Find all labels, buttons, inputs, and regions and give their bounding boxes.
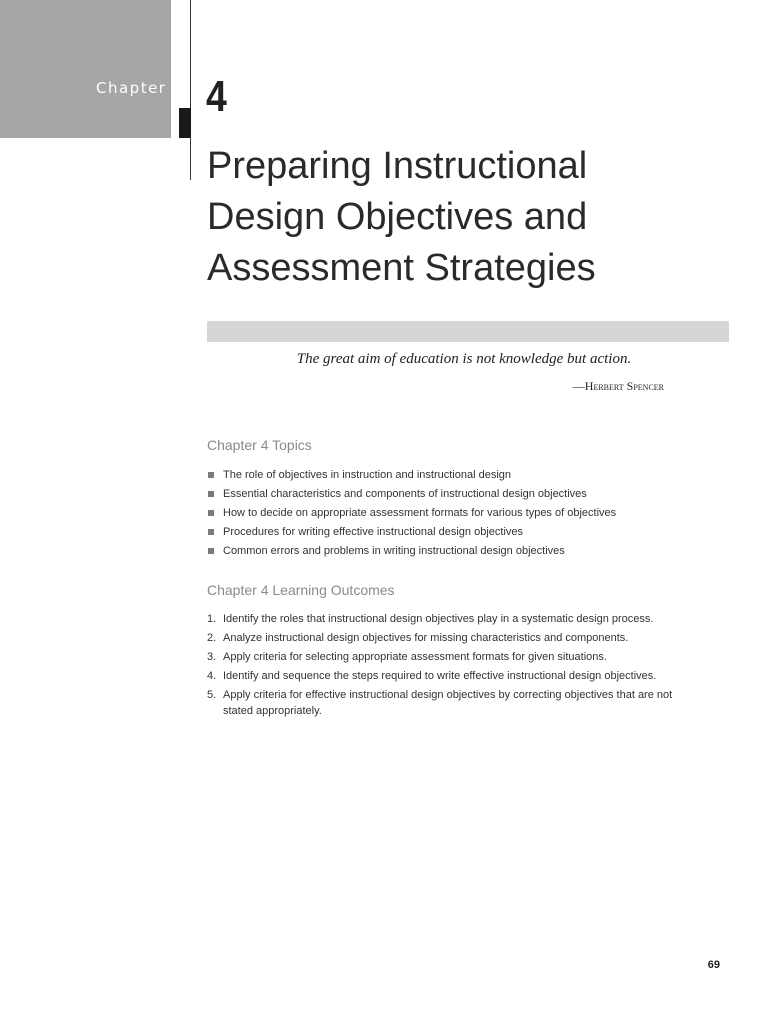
topic-text: The role of objectives in instruction and instructional design	[223, 469, 511, 481]
chapter-block	[0, 0, 171, 138]
outcome-text: Apply criteria for selecting appropriate assessment formats for given situations.	[223, 651, 607, 663]
chapter-tab-marker	[179, 108, 191, 138]
page-number: 69	[707, 959, 720, 971]
outcome-text: Identify and sequence the steps required to write effective instructional design objectives.	[223, 670, 657, 682]
outcome-number: 1.	[207, 613, 217, 625]
list-item	[207, 504, 727, 523]
outcome-text: Analyze instructional design objectives for missing characteristics and components.	[223, 632, 629, 644]
list-item	[207, 668, 687, 684]
outcome-number: 4.	[207, 670, 217, 682]
chapter-title-line-3: Assessment Strategies	[207, 247, 596, 289]
square-bullet-icon	[208, 510, 214, 516]
list-item	[207, 611, 687, 627]
square-bullet-icon	[208, 491, 214, 497]
square-bullet-icon	[208, 529, 214, 535]
vertical-rule	[190, 0, 191, 180]
square-bullet-icon	[208, 472, 214, 478]
outcomes-list	[207, 611, 687, 722]
epigraph-quote: The great aim of education is not knowledge but action.	[296, 351, 632, 367]
list-item	[207, 630, 687, 646]
outcome-text: Identify the roles that instructional design objectives play in a systematic design process.	[223, 613, 654, 625]
list-item	[207, 542, 727, 561]
list-item	[207, 523, 727, 542]
topic-text: How to decide on appropriate assessment formats for various types of objectives	[223, 507, 617, 519]
outcome-number: 2.	[207, 632, 217, 644]
chapter-title	[207, 141, 747, 294]
outcomes-heading: Chapter 4 Learning Outcomes	[207, 582, 395, 598]
epigraph-attribution	[573, 379, 664, 394]
list-item	[207, 687, 687, 719]
list-item	[207, 485, 727, 504]
attribution-dash: —	[572, 379, 585, 393]
topics-list	[207, 466, 727, 561]
topic-text: Procedures for writing effective instructional design objectives	[223, 526, 524, 538]
outcome-number: 3.	[207, 651, 217, 663]
list-item	[207, 649, 687, 665]
outcome-number: 5.	[207, 689, 217, 701]
chapter-title-line-2: Design Objectives and	[207, 196, 588, 238]
outcome-text: Apply criteria for effective instructional design objectives by correcting objectives that are not stated appropriately.	[223, 689, 673, 717]
topic-text: Common errors and problems in writing instructional design objectives	[223, 545, 565, 557]
chapter-label: Chapter	[96, 79, 167, 97]
attribution-author: Herbert Spencer	[584, 379, 664, 393]
chapter-title-line-1: Preparing Instructional	[207, 145, 588, 187]
square-bullet-icon	[208, 548, 214, 554]
list-item	[207, 466, 727, 485]
topic-text: Essential characteristics and components of instructional design objectives	[223, 488, 587, 500]
chapter-number: 4	[206, 72, 227, 121]
topics-heading: Chapter 4 Topics	[207, 437, 312, 453]
epigraph-rule-bar	[207, 321, 729, 342]
